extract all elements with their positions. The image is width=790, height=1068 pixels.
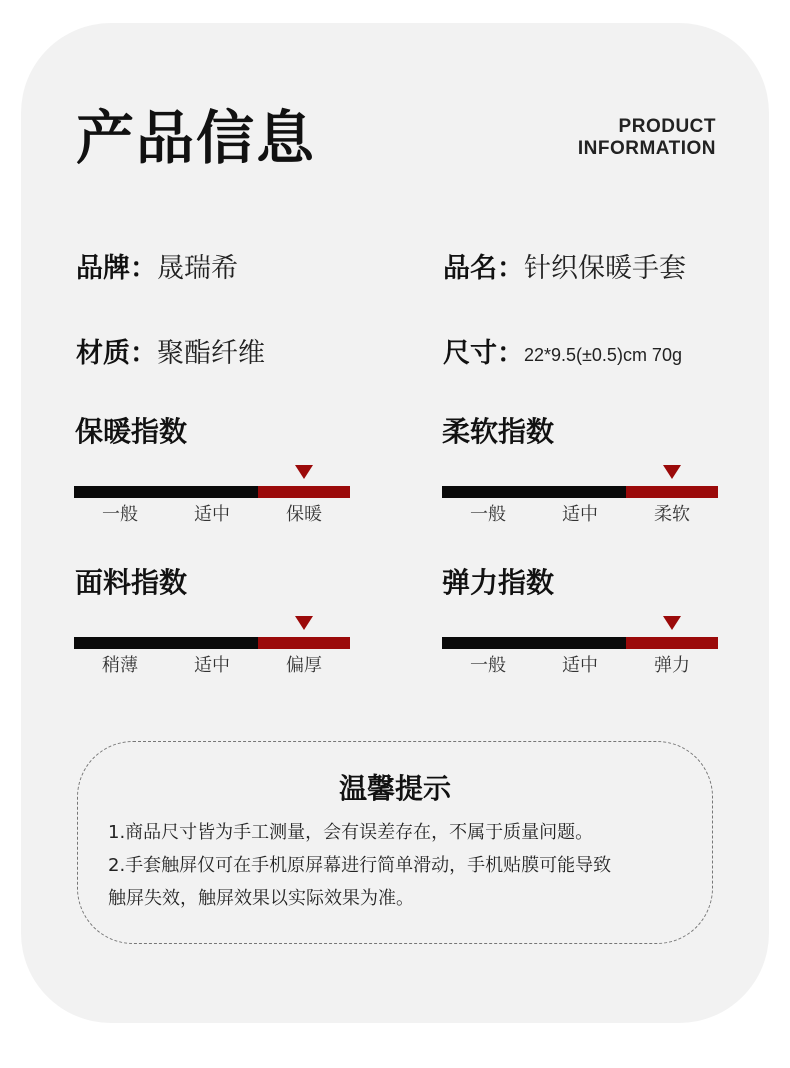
scale-label: 偏厚 — [286, 655, 322, 676]
tips-body — [108, 816, 698, 915]
scale-bar-base — [442, 637, 626, 649]
material-value: 聚酯纤维 — [157, 338, 265, 369]
page-title-english — [578, 116, 716, 160]
scale-label: 一般 — [470, 504, 506, 525]
scale-bar-level — [626, 637, 718, 649]
title-en-line2: INFORMATION — [577, 138, 716, 159]
tips-line: 2.手套触屏仅可在手机原屏幕进行简单滑动，手机贴膜可能导致 — [108, 855, 612, 876]
scale-bar-base — [74, 637, 258, 649]
scale-bar-base — [74, 486, 258, 498]
down-triangle-icon — [663, 465, 681, 479]
down-triangle-icon — [295, 465, 313, 479]
brand-label: 品牌： — [76, 253, 157, 284]
size-value: 22*9.5(±0.5)cm 70g — [524, 345, 682, 365]
material-label: 材质： — [76, 338, 157, 369]
scale-label: 弹力 — [654, 655, 690, 676]
tips-line: 触屏失效，触屏效果以实际效果为准。 — [108, 888, 414, 909]
down-triangle-icon — [663, 616, 681, 630]
tips-title: 温馨提示 — [338, 772, 451, 805]
elasticity-index-scale — [442, 616, 718, 676]
scale-bar-level — [626, 486, 718, 498]
scale-label: 适中 — [562, 655, 598, 676]
scale-bar-level — [258, 486, 350, 498]
page-title: 产品信息 — [76, 104, 317, 172]
down-triangle-icon — [295, 616, 313, 630]
brand-value: 晟瑞希 — [157, 253, 238, 284]
tips-box — [77, 741, 713, 944]
size-label: 尺寸： — [443, 338, 524, 369]
scale-label: 一般 — [470, 655, 506, 676]
fabric-index-scale — [74, 616, 350, 676]
scale-label: 适中 — [194, 655, 230, 676]
tips-line: 1.商品尺寸皆为手工测量，会有误差存在，不属于质量问题。 — [108, 822, 594, 843]
warmth-index-scale — [74, 465, 350, 525]
spec-brand — [76, 249, 238, 289]
scale-label: 稍薄 — [102, 655, 138, 676]
fabric-index-title: 面料指数 — [75, 566, 188, 599]
scale-label: 柔软 — [654, 504, 690, 525]
scale-label: 一般 — [102, 504, 138, 525]
scale-bar-base — [442, 486, 626, 498]
product-name-value: 针织保暖手套 — [524, 253, 686, 284]
softness-index-title: 柔软指数 — [442, 415, 555, 448]
softness-index-scale — [442, 465, 718, 525]
spec-size — [443, 334, 682, 374]
scale-label: 适中 — [194, 504, 230, 525]
title-en-line1: PRODUCT — [618, 116, 716, 137]
warmth-index-title: 保暖指数 — [75, 415, 188, 448]
scale-label: 适中 — [562, 504, 598, 525]
spec-material — [76, 334, 265, 374]
scale-label: 保暖 — [286, 504, 322, 525]
scale-bar-level — [258, 637, 350, 649]
product-name-label: 品名： — [443, 253, 524, 284]
spec-product-name — [443, 249, 686, 289]
elasticity-index-title: 弹力指数 — [442, 566, 555, 599]
